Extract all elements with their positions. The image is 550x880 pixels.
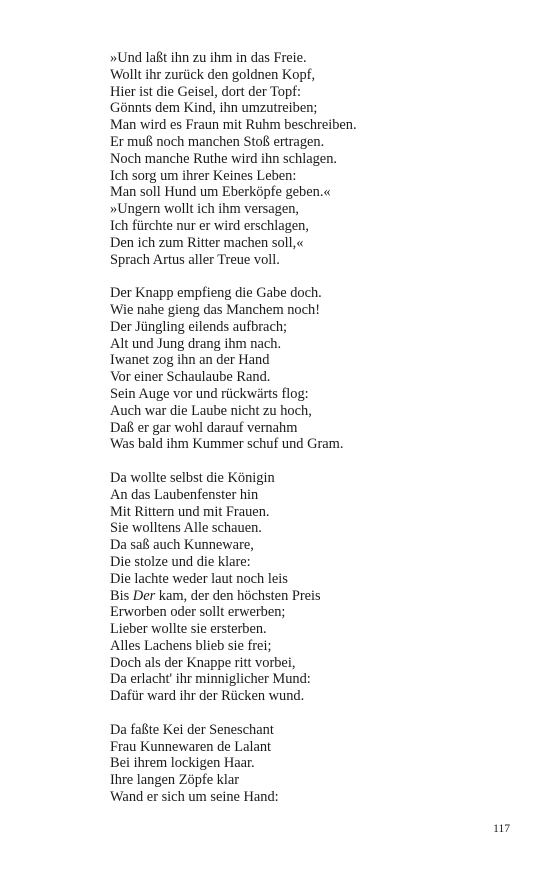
verse-line: Daß er gar wohl darauf vernahm: [110, 419, 298, 436]
verse-line: Iwanet zog ihn an der Hand: [110, 352, 270, 369]
verse-line: Was bald ihm Kummer schuf und Gram.: [110, 436, 344, 453]
verse-line: Da erlacht' ihr minniglicher Mund:: [110, 671, 311, 688]
verse-line: Da saß auch Kunneware,: [110, 537, 254, 554]
stanza: [110, 285, 510, 453]
verse-line: Sprach Artus aller Treue voll.: [110, 251, 280, 268]
verse-line: Mit Rittern und mit Frauen.: [110, 503, 270, 520]
poem-text: [110, 50, 510, 806]
verse-line: Wollt ihr zurück den goldnen Kopf,: [110, 66, 316, 83]
verse-line: Alles Lachens blieb sie frei;: [110, 637, 272, 654]
verse-line: Wand er sich um seine Hand:: [110, 789, 279, 806]
verse-line: Der Knapp empfieng die Gabe doch.: [110, 285, 322, 302]
verse-line: Noch manche Ruthe wird ihn schlagen.: [110, 150, 337, 167]
verse-line: Ihre langen Zöpfe klar: [110, 772, 240, 789]
verse-line: »Ungern wollt ich ihm versagen,: [110, 201, 300, 218]
verse-line: An das Laubenfenster hin: [110, 486, 259, 503]
verse-line: Dafür ward ihr der Rücken wund.: [110, 688, 305, 705]
verse-line: Doch als der Knappe ritt vorbei,: [110, 654, 296, 671]
verse-line: Der Jüngling eilends aufbrach;: [110, 318, 288, 335]
verse-line: Alt und Jung drang ihm nach.: [110, 335, 282, 352]
stanza: [110, 50, 510, 268]
verse-line: [110, 588, 510, 605]
verse-line: Da faßte Kei der Seneschant: [110, 721, 274, 738]
verse-line: Auch war die Laube nicht zu hoch,: [110, 402, 312, 419]
verse-line: Ich sorg um ihrer Keines Leben:: [110, 167, 297, 184]
verse-line: Wie nahe gieng das Manchem noch!: [110, 301, 321, 318]
verse-line: Man soll Hund um Eberköpfe geben.«: [110, 184, 331, 201]
verse-line: Die lachte weder laut noch leis: [110, 570, 288, 587]
stanza: [110, 470, 510, 705]
verse-line: Den ich zum Ritter machen soll,«: [110, 234, 304, 251]
verse-line: Frau Kunnewaren de Lalant: [110, 738, 272, 755]
verse-line: Vor einer Schaulaube Rand.: [110, 369, 271, 386]
verse-line: Ich fürchte nur er wird erschlagen,: [110, 217, 309, 234]
verse-line: Gönnts dem Kind, ihn umzutreiben;: [110, 100, 318, 117]
stanza: [110, 722, 510, 806]
verse-line: Er muß noch manchen Stoß ertragen.: [110, 133, 325, 150]
emphasized-word: Der: [132, 587, 156, 604]
verse-fragment: Bis: [110, 587, 133, 604]
verse-line: Da wollte selbst die Königin: [110, 469, 275, 486]
verse-line: Lieber wollte sie ersterben.: [110, 621, 267, 638]
verse-line: Erworben oder sollt erwerben;: [110, 604, 286, 621]
verse-fragment: kam, der den höchsten Preis: [155, 587, 321, 604]
page-number: 117: [493, 823, 510, 835]
verse-line: Die stolze und die klare:: [110, 553, 251, 570]
verse-line: Bei ihrem lockigen Haar.: [110, 755, 255, 772]
verse-line: »Und laßt ihn zu ihm in das Freie.: [110, 50, 307, 66]
verse-line: Man wird es Fraun mit Ruhm beschreiben.: [110, 117, 357, 134]
verse-line: Sie wolltens Alle schauen.: [110, 520, 262, 537]
verse-line: Sein Auge vor und rückwärts flog:: [110, 385, 309, 402]
verse-line: Hier ist die Geisel, dort der Topf:: [110, 83, 301, 100]
